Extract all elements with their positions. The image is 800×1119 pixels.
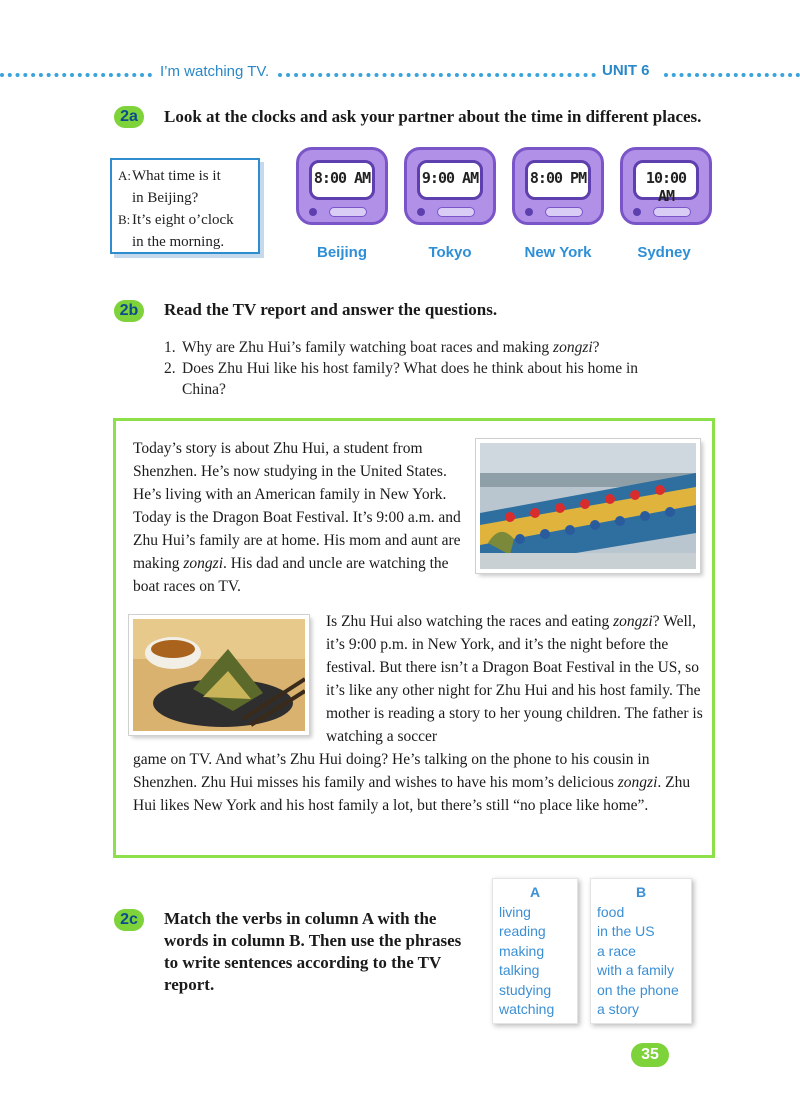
clock-new-york [512, 147, 604, 237]
clock-icon [512, 147, 604, 225]
speaker-b: B: [118, 212, 131, 227]
dialog-a-line1: What time is it [132, 168, 221, 184]
page-header [0, 62, 800, 86]
column-a [492, 878, 578, 1024]
column-b-item: on the phone [597, 981, 679, 998]
instruction-2c: Match the verbs in column A with the words in column B. Then use the phrases to write sentences according to the TV report. [164, 909, 462, 994]
question-list [164, 337, 684, 400]
question-1 [164, 337, 684, 358]
column-b [590, 878, 692, 1024]
report-paragraph-2-upper: Is Zhu Hui also watching the races and eating zongzi? Well, it’s 9:00 p.m. in New York, and it’s the night before the festival. But there isn’t a Dragon Boat Festival in the US, so it’s like any other night for Zhu Hui and his host family. The mother is reading a story to her young children. The father is watching a soccer [326, 613, 703, 745]
clock-tokyo [404, 147, 496, 237]
question-italic: zongzi [553, 339, 593, 356]
column-b-item: with a family [597, 962, 675, 978]
zongzi-photo [129, 615, 309, 735]
question-number: 1. [164, 339, 176, 356]
speaker-a: A: [118, 168, 131, 183]
column-a-item: making [499, 942, 545, 959]
report-paragraph-2-lower: game on TV. And what’s Zhu Hui doing? He’s talking on the phone to his cousin in Shenzhen. Zhu Hui misses his family and wishes to have his mom’s delicious zongzi. Zhu Hui likes New York and his host family a lot, but there’s still “no place like home”. [133, 751, 691, 814]
column-b-item: in the US [597, 923, 655, 939]
clock-time: 8:00 PM [529, 169, 587, 187]
clock-icon [404, 147, 496, 225]
report-paragraph-1: Today’s story is about Zhu Hui, a student from Shenzhen. He’s now studying in the United States. He’s living with an American family in New York. Today is the Dragon Boat Festival. It’s 9:00 a.m. and Zhu Hui’s family are at home. His mom and aunt are making zongzi. His dad and uncle are watching the boat races on TV. [133, 440, 461, 595]
dialog-b-line2: in the morning. [132, 234, 225, 250]
column-b-item: a race [597, 942, 636, 959]
header-unit: UNIT 6 [602, 62, 650, 79]
clock-time: 10:00 AM [645, 169, 687, 205]
section-badge-2a: 2a [114, 106, 144, 128]
city-label-tokyo: Tokyo [428, 244, 472, 261]
city-label-beijing: Beijing [316, 244, 367, 261]
tv-report-box [113, 418, 715, 858]
column-a-item: talking [499, 962, 540, 978]
clock-sydney [620, 147, 712, 237]
instruction-2a: Look at the clocks and ask your partner about the time in different places. [164, 107, 702, 126]
clock-icon [296, 147, 388, 225]
question-text: Why are Zhu Hui’s family watching boat races and making [182, 339, 550, 356]
column-a-header: A [529, 884, 541, 900]
question-end: ? [592, 339, 600, 356]
question-text: Does Zhu Hui like his host family? What does he think about his home in China? [182, 360, 639, 398]
dialog-b-line1: It’s eight o’clock [132, 212, 234, 228]
section-badge-2c: 2c [114, 909, 144, 931]
question-2 [164, 358, 684, 400]
dialog-box [110, 158, 260, 254]
instruction-2b: Read the TV report and answer the questions. [164, 300, 498, 319]
question-number: 2. [164, 360, 176, 377]
column-a-item: studying [499, 981, 552, 998]
dragon-boat-photo [476, 439, 700, 573]
header-dots-left [0, 73, 152, 77]
header-dots-middle [278, 73, 596, 77]
section-badge-2b: 2b [114, 300, 144, 322]
column-a-item: living [499, 903, 531, 920]
clock-beijing [296, 147, 388, 237]
header-title: I’m watching TV. [160, 63, 270, 80]
column-b-item: a story [597, 1001, 640, 1017]
city-label-sydney: Sydney [637, 244, 691, 261]
page-number: 35 [631, 1043, 669, 1067]
clock-time: 8:00 AM [313, 169, 371, 187]
dialog-a-line2: in Beijing? [132, 190, 199, 206]
clock-icon [620, 147, 712, 225]
column-b-header: B [635, 884, 647, 900]
clock-time: 9:00 AM [421, 169, 479, 187]
column-a-item: watching [499, 1001, 555, 1017]
city-label-new-york: New York [524, 244, 592, 261]
column-a-item: reading [499, 923, 546, 939]
header-dots-right [664, 73, 800, 77]
column-b-item: food [597, 903, 625, 920]
